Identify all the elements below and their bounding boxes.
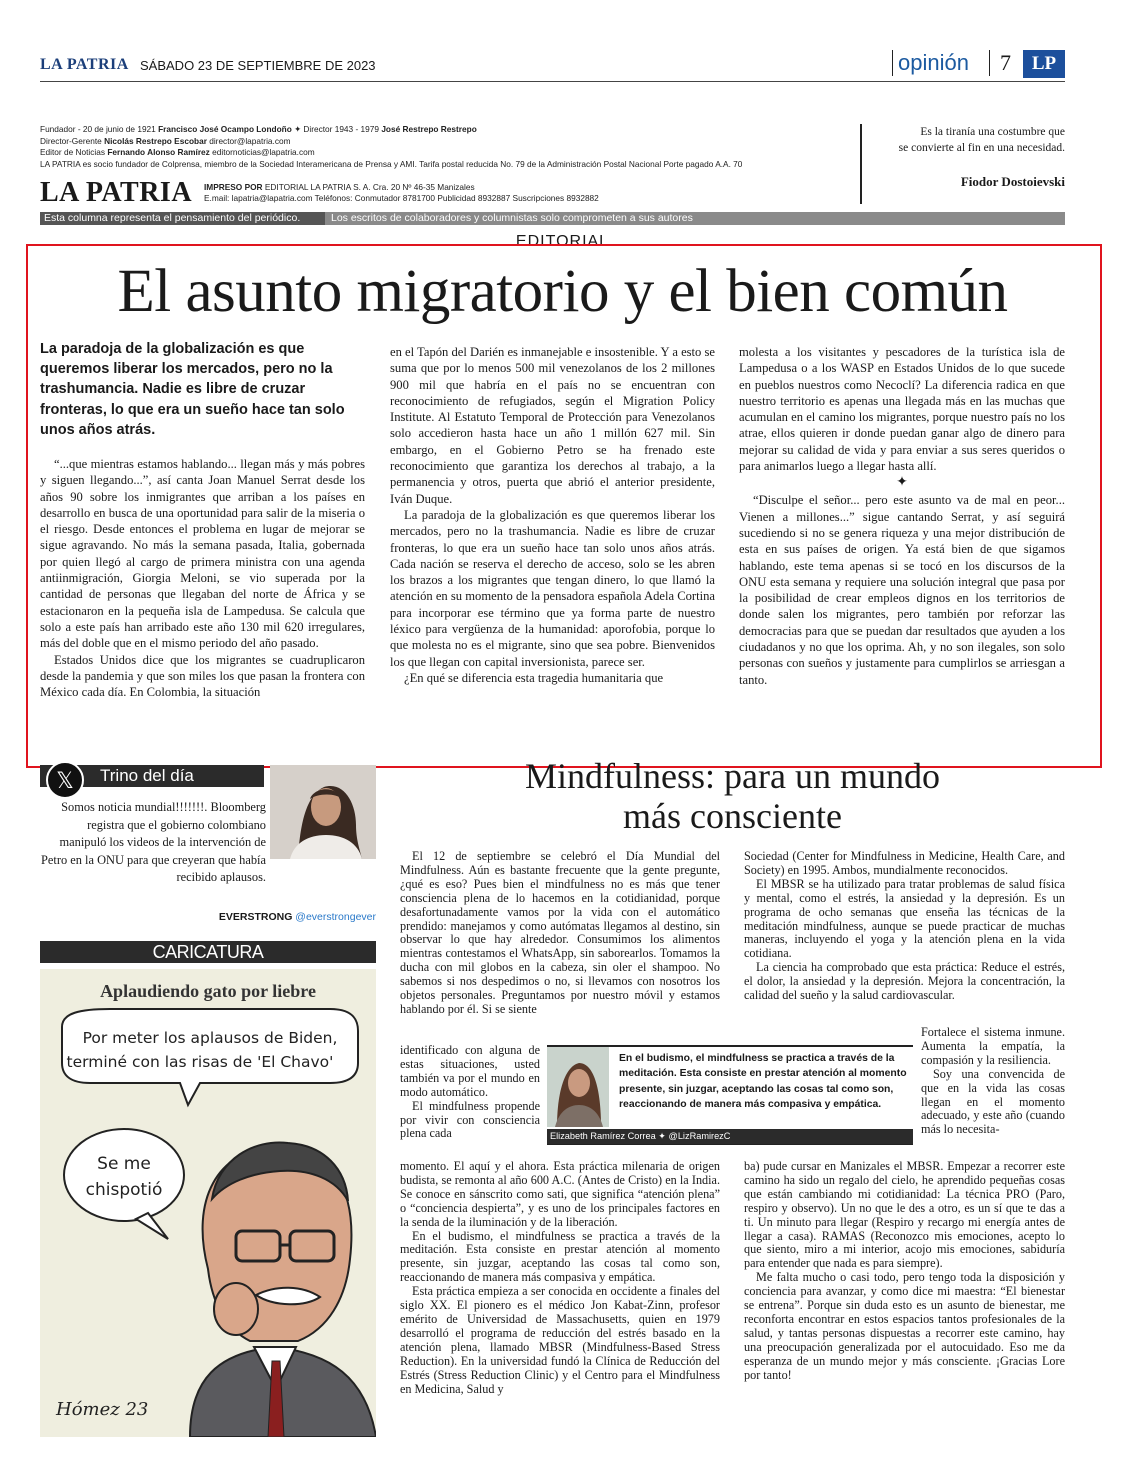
paragraph: Me falta mucho o casi todo, pero tengo toda la disposición y conciencia para avanzar, y como dice mi maestra: “El bienestar se entrena”. Porque sin duda esto es un asunto de bienestar, me reconforta encontrar en estos espacios tantos profesionales de la salud, y tantas personas dispuestas a recorrer este camino, hay una preocupación generalizada por el autocuidado. Eso me da esperanza de un mundo mejor y más consciente. ¡Gracias Lore por tanto! <box>744 1270 1065 1382</box>
editorial-headline: El asunto migratorio y el bien común <box>117 258 1008 325</box>
editorial-disclaimer: Esta columna representa el pensamiento del periódico. <box>40 212 325 225</box>
columnist-photo <box>547 1047 609 1127</box>
brand-name: LA PATRIA <box>40 56 129 73</box>
section-name: opinión <box>892 50 969 76</box>
paragraph: El MBSR se ha utilizado para tratar problemas de salud física y mental, como el estrés, la ansiedad y la depresión. Es un programa de ocho semanas que enseña las técnicas de la meditación mindfulness, aunque se puede practicar de muchas maneras, incluyendo el yoga y la atención plena en la vida cotidiana. <box>744 876 1065 961</box>
caricature <box>40 969 376 1437</box>
caricatura-section-title: CARICATURA <box>40 941 376 963</box>
paragraph: La ciencia ha comprobado que esta práctica: Reduce el estrés, el dolor, la ansiedad y la depresión. Mejora la concentración, la calidad del sueño y la salud cardiovascular. <box>744 960 1065 1003</box>
masthead-membership: LA PATRIA es socio fundador de Colprensa, miembro de la Sociedad Interamericana de Prensa y AMI. Tarifa postal reducida No. 79 de la Administración Postal Nacional Porte pagado A.A. 70 <box>40 158 743 169</box>
masthead-editor: Editor de Noticias Fernando Alonso Ramírez editornoticias@lapatria.com <box>40 147 315 157</box>
paragraph: El 12 de septiembre se celebró el Día Mundial del Mindfulness. Aún es bastante frecuente que la gente pregunte, ¿qué es eso? Pues bien el mindfulness no es más que tener consciencia plena de lo hacemos en la cotidianidad, porque desafortunadamente vamos por la vida con el automático prendido: manejamos y como autómatas llegamos al destino, sin observar lo que hay alrededor. Consumimos los alimentos mientras contestamos el WhatsApp, sin saborearlos. Tomamos la ducha con mil globos en la cabeza, sin oler el shampoo. No sabemos si nos despedimos o no, si llevamos con nosotros los objetos personales. Preguntamos por nuestro móvil y estamos hablando por él. Si se siente <box>400 849 720 1016</box>
column-text-2b <box>744 1160 1065 1383</box>
column-headline: Mindfulness: para un mundo más consciente <box>525 756 940 836</box>
paragraph: En el budismo, el mindfulness se practica a través de la meditación. Esta consiste en prestar atención al momento presente, sin juzgar, aceptando las cosas tal como son, reaccionando de manera más compasiva y empática. <box>400 1228 720 1285</box>
paragraph: Fortalece el sistema inmune. Aumenta la empatía, la compasión y la resiliencia. <box>921 1025 1065 1067</box>
paragraph: Estados Unidos dice que los migrantes se cuadruplicaron desde la pandemia y que son miles los que pasan la frontera con México cada día. En Colombia, la situación <box>40 652 365 700</box>
print-info: IMPRESO POR EDITORIAL LA PATRIA S. A. Cra. 20 Nº 46-35 Manizales E.mail: lapatria@lapatria.com Teléfonos: Conmutador 8781700 Publicidad 8932887 Suscripciones 8932882 <box>204 182 599 203</box>
caricature-caption: Aplaudiendo gato por liebre <box>100 981 316 1001</box>
x-logo-icon: 𝕏 <box>46 761 84 799</box>
portrait-illustration <box>270 765 376 859</box>
masthead-director: Director-Gerente Nicolás Restrepo Escobar director@lapatria.com <box>40 135 291 146</box>
paragraph: momento. El aquí y el ahora. Esta práctica milenaria de origen budista, se remonta al año 600 A.C. (Antes de Cristo) en la India. Se conoce en sánscrito como sati, que significa “atención plena” o “conciencia despierta”, y es uno de los principales factores en la senda de la iluminación y de la liberación. <box>400 1159 720 1229</box>
bubble-2-line-2: chispotió <box>85 1180 163 1200</box>
paragraph: ¿En qué se diferencia esta tragedia humanitaria que <box>404 670 664 685</box>
editorial-column-1 <box>40 456 365 700</box>
quote-author: Fiodor Dostoievski <box>960 174 1065 189</box>
paragraph: Sociedad (Center for Mindfulness in Medicine, Health Care, and Society) en 1995. Ambos, mundialmente reconocidos. <box>744 849 1065 877</box>
masthead-credits <box>40 124 850 170</box>
column-text-1a <box>400 850 720 1017</box>
newspaper-logo: LA PATRIA <box>40 177 193 208</box>
paragraph: identificado con alguna de estas situaciones, usted también va por el mundo en modo automático. <box>400 1043 540 1099</box>
trino-text: Somos noticia mundial!!!!!!!. Bloomberg registra que el gobierno colombiano manipuló los videos de la intervención de Petro en la ONU para que creyeran que había recibido aplausos. <box>41 800 266 885</box>
bubble-1-line-2: terminé con las risas de 'El Chavo' <box>66 1053 334 1071</box>
paragraph: en el Tapón del Darién es inmanejable e insostenible. Y a esto se suma que por lo menos 500 mil venezolanos de los 2 millones 900 mil que habría en el país no se encuentran con reconocimiento de refugiados, según el Migration Policy Institute. Al Estatuto Temporal de Protección para Venezolanos solo accedieron hasta hace un año 1 millón 627 mil. Sin embargo, en el Gobierno Petro se ha frenado este reconocimiento que garantiza los derechos al trabajo, a la permanencia y otros, puerta que abrió el anterior presidente, Iván Duque. <box>390 345 715 506</box>
paragraph: ba) pude cursar en Manizales el MBSR. Empezar a recorrer este camino ha sido un regalo del cielo, he aprendido pequeñas cosas que están cambiando mi cotidianidad: La técnica PRO (Paro, respiro y observo). Un no que le des a otro, es un sí que te das a ti. Un minuto para llegar (Respiro y recargo mi energía antes de llegar a casa). RAMAS (Reconozco mis emociones, acepto lo que siento, miro a mi interior, acojo mis emociones, sabiduría para entender que nada es para siempre). <box>744 1159 1065 1271</box>
column-text-2-wrap <box>921 1026 1065 1137</box>
separator-ornament: ✦ <box>896 475 908 491</box>
paragraph: “...que mientras estamos hablando... llegan más y más pobres y siguen llegando...”, así canta Joan Manuel Serrat desde los años 90 sobre los inmigrantes que arriban a los países en desarrollo en busca de una oportunidad para salir de la miseria o el riesgo. Desde entonces el problema en lugar de mejorar se sigue agravando. No más la semana pasada, Italia, gobernada por quien llegó al cargo de primera ministra con una agenda antiinmigración, Giorgia Meloni, se vio superada por la cantidad de personas que llegaban del norte de África y se estacionaron en la pequeña isla de Lampedusa. Se calcula que solo a este país han arribado este año 130 mil 620 irregulares, más del doble que en el mismo periodo del año pasado. <box>40 457 365 651</box>
paragraph: molesta a los visitantes y pescadores de la turística isla de Lampedusa o a los WASP en Estados Unidos de lo que sucede en pueblos nuestros como Necoclí? La diferencia radica en que nuestro territorio es apenas una llegada más en las muchas que acumulan en el camino los migrantes, porque nuestro país no los atrae, ellos quieren ir donde puedan ganar algo de dinero para mejorar su calidad de vida y para enviar a sus seres queridos o para animarlos luego a llegar hasta allí. <box>739 345 1065 474</box>
quote-divider <box>860 124 862 204</box>
page-number: 7 <box>989 50 1011 76</box>
pull-quote-text: En el budismo, el mindfulness se practica a través de la meditación. Esta consiste en prestar atención al momento presente, sin juzgar, aceptando las cosas tal como son, reaccionando de manera más compasiva y empática. <box>619 1053 907 1111</box>
paragraph: El mindfulness propende por vivir con consciencia plena cada <box>400 1098 540 1141</box>
lp-logo: LP <box>1023 50 1065 78</box>
bubble-1-line-1: Por meter los aplausos de Biden, <box>82 1029 338 1047</box>
publication-date: SÁBADO 23 DE SEPTIEMBRE DE 2023 <box>140 58 376 73</box>
editorial-column-2 <box>390 344 715 686</box>
column-text-2a <box>744 850 1065 1003</box>
caricature-drawing <box>40 969 376 1437</box>
epigraph-quote: Es la tiranía una costumbre que se convierte al fin en una necesidad. <box>898 126 1065 154</box>
trino-handle[interactable]: @everstrongever <box>295 911 376 923</box>
editorial-kicker: EDITORIAL <box>515 233 610 250</box>
paragraph: “Disculpe el señor... pero este asunto va de mal en peor... Vienen a millones...” sigue cantando Serrat, y así seguirá sucediendo si no se genera riqueza y una mejor distribución de esta en sus países de origen. Ya está bien de que sigamos hablando, este tema apenas si se tocó en los discursos de la ONU esta semana y requiere una solución integral que pasa por la posibilidad de crear empleos dignos en los territorios de donde salen los migrantes, pero también por reforzar las democracias para que se puedan dar resultados que ayuden a los ciudadanos y no que los oprima. Ah, y no son ilegales, son solo personas con sueños y justamente para cumplirlos se arriesgan a tanto. <box>739 493 1065 687</box>
paragraph: Soy una convencida de que en la vida las cosas llegan en el momento adecuado, y este año (cuando más lo necesita- <box>921 1066 1065 1137</box>
editorial-lead: La paradoja de la globalización es que queremos liberar los mercados, pero no la trashumancia. Nadie es libre de cruzar fronteras, lo que era un sueño hace tan solo unos años atrás. <box>40 341 345 438</box>
trino-title: Trino del día <box>100 766 194 785</box>
trino-author: EVERSTRONG @everstrongever <box>218 911 376 923</box>
columnist-disclaimer: Los escritos de colaboradores y columnistas solo comprometen a sus autores <box>325 212 1065 225</box>
columnist-byline: Elizabeth Ramírez Correa ✦ @LizRamirezC <box>547 1129 913 1144</box>
column-text-1b <box>400 1160 720 1396</box>
disclaimer-band <box>40 212 1065 225</box>
bubble-2-line-1: Se me <box>97 1154 151 1174</box>
trino-author-photo <box>270 765 376 859</box>
pull-quote <box>547 1045 913 1145</box>
caricature-signature: Hómez 23 <box>56 1399 149 1420</box>
columnist-portrait <box>547 1047 609 1127</box>
column-text-1-wrap <box>400 1044 540 1141</box>
paragraph: La paradoja de la globalización es que queremos liberar los mercados, pero no la trashumancia. Nadie es libre de cruzar fronteras, lo que era un sueño hace tan solo unos años atrás. Cada nación se reserva el derecho de acceso, solo se les abren los brazos a los migrantes que tengan dinero, lo que llamó la atención en su momento de la pensadora española Adela Cortina para incorporar ese término que ya forma parte de nuestro léxico para vergüenza de la humanidad: aporofobia, porque lo que molesta no es el migrante, sino que sea pobre. Bienvenidos los que llegan con capital inversionista, parece ser. <box>390 507 715 669</box>
editorial-column-3 <box>739 344 1065 688</box>
page-header <box>40 50 1065 82</box>
masthead-founders: Fundador - 20 de junio de 1921 Francisco José Ocampo Londoño ✦ Director 1943 - 1979 José Restrepo Restrepo <box>40 124 477 134</box>
paragraph: Esta práctica empieza a ser conocida en occidente a finales del siglo XX. El pionero es el médico Jon Kabat-Zinn, profesor emérito de Universidad de Massachusetts, quien en 1979 desarrolló el programa de reducción del estrés basado en la atención plena, llamado MBSR (Mindfulness-Based Stress Reduction). En la universidad fundó la Clínica de Reducción del Estrés (Stress Reduction Clinic) y el Centro para el Mindfulness en Medicina, Salud y <box>400 1284 720 1396</box>
